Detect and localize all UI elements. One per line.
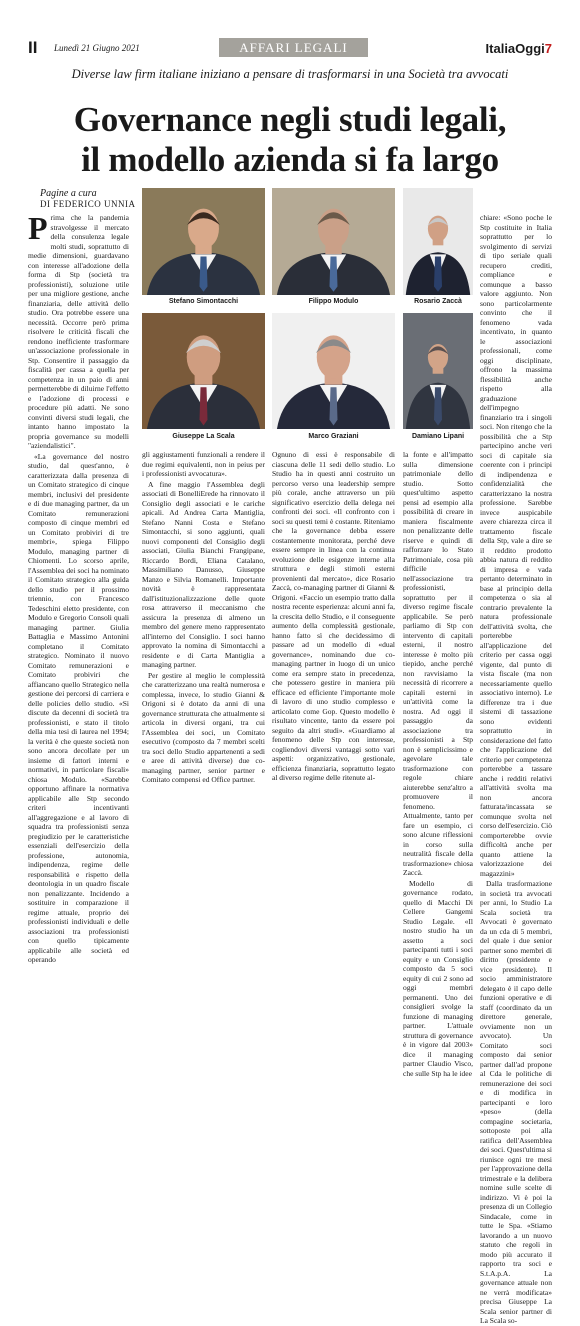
photo-caption: Damiano Lipani: [411, 433, 465, 440]
brand-logo: ItaliaOggi7: [485, 41, 552, 56]
photo-caption: Giuseppe La Scala: [172, 433, 235, 440]
tie-shape: [200, 387, 208, 425]
photo-filippo-modulo: [272, 188, 395, 295]
paragraph: gli aggiustamenti funzionali a rendere il due regimi equivalenti, non in peius per i professionisti avvocatura».: [142, 450, 265, 478]
byline-author: DI FEDERICO UNNIA: [40, 199, 136, 209]
title-line-1: Governance negli studi legali,: [73, 100, 507, 139]
paragraph: Per gestire al meglio le complessità che caratterizzano una realtà numerosa e complessa, invece, lo studio Gianni & Origoni si è dotato da anni di una governance strutturata che attualmente si articola in diversi organi, tra cui l'Assemblea dei soci, un Comitato esecutivo (composto da 7 membri scelti tra soci dello Studio appartenenti a sedi e aree di attività diverse) due co-managing partner, senior partner e Comitato compensi ed Office partner.: [142, 670, 265, 784]
page-number: II: [28, 38, 38, 57]
issue-date: Lunedì 21 Giugno 2021: [54, 43, 140, 53]
tie-shape: [330, 256, 338, 291]
portrait-illustration: [272, 313, 395, 429]
byline-prefix: Pagine a cura: [40, 188, 97, 199]
paragraph: Ognuno di essi è responsabile di ciascuna delle 11 sedi dello studio. Lo Studio ha in questi anni costruito un percorso verso una leadership sempre più corale, anche attraverso un più significativo esercizio della delega nei confronti dei soci. «Il confronto con i soci su questi temi è costante. Riteniamo che la governance debba essere costantemente monitorata, perché deve essere sempre in linea con la continua evoluzione delle esigenze interne alla struttura e degli stimoli esterni provenienti dal mercato», dice Rosario Zaccà, co-managing partner di Gianni & Origoni. «Faccio un esempio tratto dalla nostra recente esperienza: alcuni anni fa, la crescita dello Studio, e il conseguente aumento della complessità gestionale, hanno fatto sì che decidessimo di passare ad un modello di «dual governance», nominando due co-managing partner in luogo di un unico come era sempre stato in precedenza, che potessero gestire in maniera più efficace ed efficiente l'importante mole di lavoro di uno studio complesso e articolato come Gop. Questo modello è risultato vincente, tanto da essere poi seguito da altri studi». «Guardiamo al fenomeno delle Stp con interesse, cogliendovi diversi vantaggi sotto vari aspetti: organizzativo, gestionale, efficienza finanziaria, soprattutto legato al diverso regime delle ritenute al-: [272, 450, 395, 782]
photo-stefano-simontacchi: [142, 188, 265, 295]
paragraph: Dalla trasformazione in società tra avvocati per anni, lo Studio La Scala società tra Avvocati è governato da un cda di 5 membri, del quale i due senior partner sono membri di diritto (presidente e vice presidente). Il socio amministratore delegato è il capo delle funzioni operative e di staff (coordinato da un direttore generale, ovviamente non un avvocato). Un Comitato soci composto dai senior partner dall'ad propone al Cda le politiche di remunerazione dei soci e di modifica in partecipanti e loro «peso» (della compagine societaria, sottoposte poi alla ratifica dell'Assemblea dei soci. Quest'ultima si riunisce ogni tre mesi per l'approvazione della trimestrale e la delibera nomine sulle scelte di indirizzo. Vi è poi la presenza di un Collegio Sindacale, come in tutte le Spa. «Stiamo lavorando a un nuovo statuto che regoli in modo più accurato il rapporto tra soci e S.t.A.p.A. La governance attuale non ne verrà modificata» precisa Giuseppe La Scala senior partner di La Scala so-: [480, 879, 552, 1325]
paragraph: Prima che la pandemia stravolgesse il mercato della consulenza legale molti studi, soprattutto di medie dimensioni, guardavano con interesse all'adozione della forma di Stp (società tra professionisti), soluzione utile per una migliore gestione, anche finanziaria, delle attività dello studio. Ora potrebbe essere una necessità. Occorre però prima risolvere le criticità fiscali che rendono inefficiente trasformare un'associazione professionale in Stp. Consentire il passaggio da fiscalità per cassa a quella per competenza in un paio di anni permetterebbe di diluirne l'effetto e l'adozione di processi e procedure più adatti. Ne sono convinti diversi studi legali, che intanto hanno impostato la propria governance su modelli "aziendalistici".: [28, 210, 129, 450]
article-column-2: [142, 450, 265, 805]
paragraph: chiare: «Sono poche le Stp costituite in Italia soprattutto per lo svolgimento di servizi di tipo seriale quali recupero crediti, compliance e comunque a basso valore aggiunto. Non sono particolarmente convinto che il fenomeno vada incentivato, in quanto le associazioni professionali, come oggi disciplinate, offrono la massima flessibilità anche rispetto alla graduazione dell'impegno finanziario tra i singoli soci. Non ritengo che la possibilità che a Stp partecipino anche veri soci di capitale sia coerente con i principi di indipendenza e confidenzialità che caratterizzano la nostra professione. Sarebbe invece auspicabile avere chiarezza circa il trattamento fiscale della Stp, vale a dire se il reddito prodotto abbia natura di reddito di impresa e vada pertanto determinato in base al principio della competenza o sia al contrario prevalente la natura professionale dell'attività svolta, che porterebbe all'applicazione del criterio per cassa oggi vigente, dal punto di vista fiscale (ma non necessariamente quello associativo interno). Le differenze tra i due sistemi di tassazione sono evidenti soprattutto in considerazione del fatto che l'applicazione del criterio per competenza porterebbe a tassare anche i redditi relativi all'attività svolta ma non ancora fatturata/incassata se comunque svolta nel corso dell'esercizio. Ciò comporterebbe ovvie difficoltà anche per quanto attiene la valorizzazione dei magazzini»: [480, 213, 552, 878]
title-line-2: il modello azienda si fa largo: [81, 140, 499, 179]
portrait-illustration: [272, 188, 395, 295]
portrait-illustration: [403, 188, 473, 295]
portrait-illustration: [403, 313, 473, 429]
paragraph: la fonte e all'impatto sulla dimensione patrimoniale dello studio. Sotto quest'ultimo aspetto pensi ad esempio alla possibilità di creare in maniera fiscalmente non penalizzante delle riserve e quindi di rafforzare lo Stato Patrimoniale, cosa più difficile nell'associazione tra professionisti, soprattutto per il diverso regime fiscale applicabile. Se però parliamo di Stp con intervento di capitali esterni, il nostro interesse è molto più tiepido, anche perché non ravvisiamo la necessità di ricorrere a capitali esterni in un'attività come la nostra. Ad oggi il passaggio da associazione tra professionisti a Stp non è semplicissimo e agevolare tale trasformazione con regole chiare aiuterebbe senz'altro a promuovere il fenomeno. Attualmente, tanto per fare un esempio, ci sono alcune riflessioni in corso sulla neutralità fiscale della trasformazione» chiosa Zaccà.: [403, 450, 473, 877]
photo-caption: Filippo Modulo: [308, 298, 359, 305]
article-column-1: [28, 210, 129, 964]
photo-damiano-lipani: [403, 313, 473, 429]
tie-shape: [330, 387, 338, 425]
article-kicker: Diverse law firm italiane iniziano a pensare di trasformarsi in una Società tra avvocati: [71, 67, 509, 81]
portrait-illustration: [142, 188, 265, 295]
article-title: [28, 100, 552, 180]
portrait-illustration: [142, 313, 265, 429]
photo-rosario-zacca: [403, 188, 473, 295]
photo-giuseppe-la-scala: [142, 313, 265, 429]
paragraph: Modello di governance rodato, quello di Macchi Di Cellere Gangemi Studio Legale. «Il nostro studio ha un assetto a soci partecipanti tutti i soci equity e un Consiglio composto da 5 soci equity di cui 2 sono ad oggi membri permanenti. Uno dei consiglieri svolge la funzione di managing partner. L'attuale struttura di governance è in vigore dal 2003» dice il managing partner Claudio Visco, che sulle Stp ha le idee: [403, 878, 473, 1078]
photo-caption: Rosario Zaccà: [414, 298, 462, 305]
article-column-5: [480, 213, 552, 1325]
tie-shape: [200, 256, 208, 291]
photo-marco-graziani: [272, 313, 395, 429]
article-column-4: [403, 450, 473, 1078]
paragraph: «La governance del nostro studio, dal quest'anno, è caratterizzata dalla presenza di un Comitato strategico di cinque membri, inclusivi del presidente e di due managing partner, da un Comitato remunerazioni composto di cinque membri ed un Comitato probiviri di tre membri», spiega Filippo Modulo, managing partner di Chiomenti. Lo scorso aprile, l'Assemblea dei soci ha nominato il Comitato strategico alla guida dello studio per il prossimo triennio, con Francesco Tedeschini eletto presidente, con Modulo e Gregorio Consoli quali managing partner. Giulia Battaglia e Massimo Antonini completano il Comitato strategico. Nominato il nuovo Comitato remunerazioni e Comitato probiviri che affiancano quello Strategico nella gestione dei percorsi di carriera e delle policies dello studio. «Si discute da decenni di società tra professionisti, e stato il titolo della mia tesi di laurea nel 1994; la verità è che queste società non sono ancora decollate per un insieme di fattori interni e normativi, in particolare fiscali» chiosa Modulo. «Sarebbe opportuno affinare la normativa applicabile alle Stp secondo criteri incentivanti all'aggregazione e al lavoro di squadra tra professionisti senza pregiudizio per le caratteristiche essenziali dell'esercizio della professione, autonomia, indipendenza, regime delle responsabilità e rispetto della deontologia in un quadro fiscale non penalizzante. Incidendo a sostituire in comparazione il regime attuale, proprio dei professionisti individuali e delle associazioni tra professionisti con quello tipicamente applicabile alle società ed operando: [28, 451, 129, 964]
photo-caption: Stefano Simontacchi: [168, 298, 239, 305]
tie-shape: [434, 256, 442, 291]
paragraph: A fine maggio l'Assemblea degli associati di BonelliErede ha rinnovato il Consiglio degli associati e le cariche apicali. Ad Andrea Carta Mantiglia, Stefano Nanni Costa e Stefano Simontacchi, si sono aggiunti, quali nuovi componenti del Consiglio degli associati, Giulia Bianchi Frangipane, Riccardo Bordi, Eliana Catalano, Massimiliano Danusso, Giuseppe Manzo e Silvia Romanelli. Importante novità è rappresentata dall'istituzionalizzazione delle quote rosa attraverso il meccanismo che assicura la presenza di almeno un membro del genere meno rappresentato all'interno del Consiglio. I soci hanno approvato la nomina di Simontacchi a residente e di Carta Mantiglia a managing partner.: [142, 479, 265, 669]
section-tag: AFFARI LEGALI: [219, 38, 368, 57]
photo-caption: Marco Graziani: [308, 433, 359, 440]
page-header: [28, 38, 552, 60]
tie-shape: [434, 387, 442, 425]
article-column-3: [272, 450, 395, 805]
drop-cap: P: [28, 210, 48, 246]
